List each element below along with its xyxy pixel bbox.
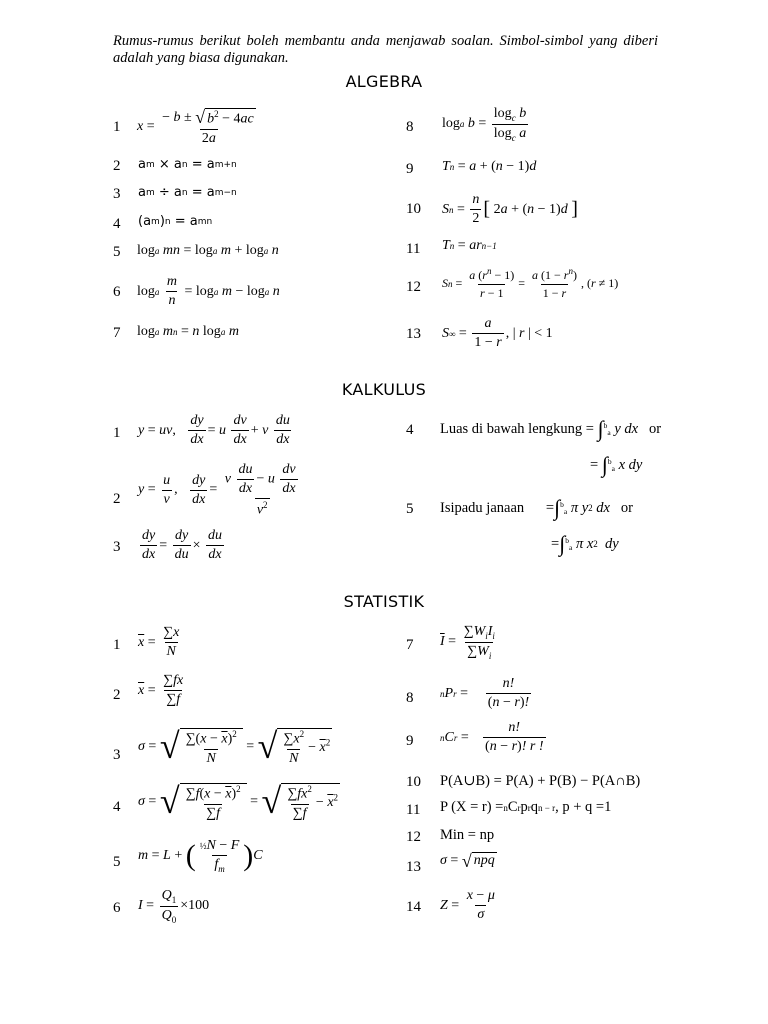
formula-number: 1 [113,637,121,653]
section-title-kalkulus: KALKULUS [341,380,427,399]
section-title-algebra: ALGEBRA [345,72,423,91]
median-formula: m = L + ( $\frac{\text{½N − F}}{f_m}$ ) C [138,838,263,874]
combination-formula: n C r = $\frac{n!}{(n - r)! r !}$ [440,720,544,754]
ap-nth-term: T n = a + ( n − 1) d [442,159,537,174]
formula-number: 11 [406,241,421,257]
formula-number: 5 [406,501,414,517]
formula-number: 2 [113,687,121,703]
formula-number: 4 [113,216,121,232]
formula-number: 5 [113,854,121,870]
formula-number: 6 [113,900,121,916]
formula-number: 4 [113,799,121,815]
index-number: I = $\frac{Q_1}{Q_0}$ ×100 [138,888,210,925]
formula-number: 1 [113,119,121,135]
formula-number: 10 [406,201,421,217]
log-product: log a mn = log a m + log a n [137,243,279,258]
formula-number: 14 [406,899,421,915]
standard-deviation: σ = √ $\frac{\sum(x - \overline{x})^2}{N}$ = √ $\frac{\sum x^2}{N}$ − $\overline{x}^2$ [138,726,331,766]
formula-number: 12 [406,279,421,295]
volume-label: Isipadu janaan [440,499,525,516]
binomial-mean: Min = np [440,827,495,843]
volume-of-revolution: Isipadu janaan = ∫ $^b_a$ π y 2 dx or [440,495,633,520]
formula-number: 8 [406,690,414,706]
formula-number: 8 [406,119,414,135]
mean-formula: $\overline{x}$ = $\frac{\sum x}{N}$ [138,625,180,659]
chain-rule: $\frac{dy}{dx}$ = $\frac{dy}{du}$ × $\frac{du}{dx}$ [142,528,223,562]
formula-number: 3 [113,747,121,763]
index-law-multiply: a m × a n = a m+n [138,157,237,172]
mean-frequency: $\overline{x}$ = $\frac{\sum fx}{\sum f}$ [138,673,184,707]
area-under-curve: Luas di bawah lengkung = ∫ $^b_a$ y dx or [440,416,662,441]
formula-number: 3 [113,539,121,555]
formula-number: 2 [113,491,121,507]
log-quotient: log a $\frac{m}{n}$ = log a m − log a n [137,274,280,308]
log-change-base: log a b = $\frac{\log_c b}{\log_c a}$ [442,106,527,143]
weighted-index: $\overline{I}$ = $\frac{\sum W_iI_i}{\sum W_i}$ [440,624,495,661]
gp-nth-term: T n = ar n−1 [442,238,497,253]
or-text: or [620,499,633,516]
section-title-statistik: STATISTIK [343,592,425,611]
permutation-formula: n P r = $\frac{n!}{(n - r)!}$ [440,676,530,710]
formula-number: 3 [113,186,121,202]
area-label: Luas di bawah lengkung = [440,420,594,437]
quotient-rule: y = $\frac{u}{v}$ , $\frac{dy}{dx}$ = v $\frac{du}{dx}$ − u $\frac{dv}{dx}$ $v^2$ [138,462,296,518]
standard-deviation-frequency: σ = √ $\frac{\sum f(x - \overline{x})^2}{\sum f}$ = √ $\frac{\sum fx^2}{\sum f}$ − $\overline{x}^2$ [138,781,339,821]
gp-sum-infinity: S ∞ = $\frac{a}{1 - r}$ , | r | < 1 [442,316,553,350]
quadratic-formula: x = − b ± √ $b^2 - 4ac$ 2a [137,107,254,146]
formula-number: 4 [406,422,414,438]
formula-number: 9 [406,161,414,177]
index-law-power: (a m ) n = a mn [138,214,213,229]
formula-number: 13 [406,859,421,875]
intro-text: Rumus-rumus berikut boleh membantu anda menjawab soalan. Simbol-simbol yang diberi adalah yang biasa digunakan. [113,33,658,66]
formula-number: 6 [113,284,121,300]
area-under-curve-alt: = ∫ $^b_a$ x dy [590,452,643,477]
formula-number: 10 [406,774,421,790]
binomial-probability: P (X = r) = n C r p r q n − r , p + q =1 [440,799,612,815]
formula-number: 7 [113,325,121,341]
ap-sum: S n = $\frac{n}{2}$ [ 2 a + ( n − 1) d ] [442,192,578,226]
formula-number: 5 [113,244,121,260]
index-law-divide: a m ÷ a n = a m−n [138,185,237,200]
formula-number: 9 [406,733,414,749]
formula-number: 2 [113,158,121,174]
formula-number: 12 [406,829,421,845]
probability-union: P(A∪B) = P(A) + P(B) − P(A∩B) [440,773,641,789]
formula-number: 7 [406,637,414,653]
formula-number: 11 [406,802,421,818]
log-power: log a m n = n log a m [137,324,239,339]
product-rule: y = uv , $\frac{dy}{dx}$ = u $\frac{dv}{dx}$ + v $\frac{du}{dx}$ [138,413,290,447]
formula-number: 13 [406,326,421,342]
binomial-standard-deviation: σ = √ npq [440,851,495,871]
z-score: Z = $\frac{x - \mu}{\sigma}$ [440,888,495,922]
gp-sum: S n = $\frac{a (r^n - 1)}{r - 1}$ = $\frac{a (1 - r^n)}{1 - r}$ , ( r ≠ 1) [442,266,619,300]
or-text: or [648,420,662,437]
volume-of-revolution-alt: = ∫ $^b_a$ π x 2 dy [551,531,619,556]
formula-number: 1 [113,425,121,441]
